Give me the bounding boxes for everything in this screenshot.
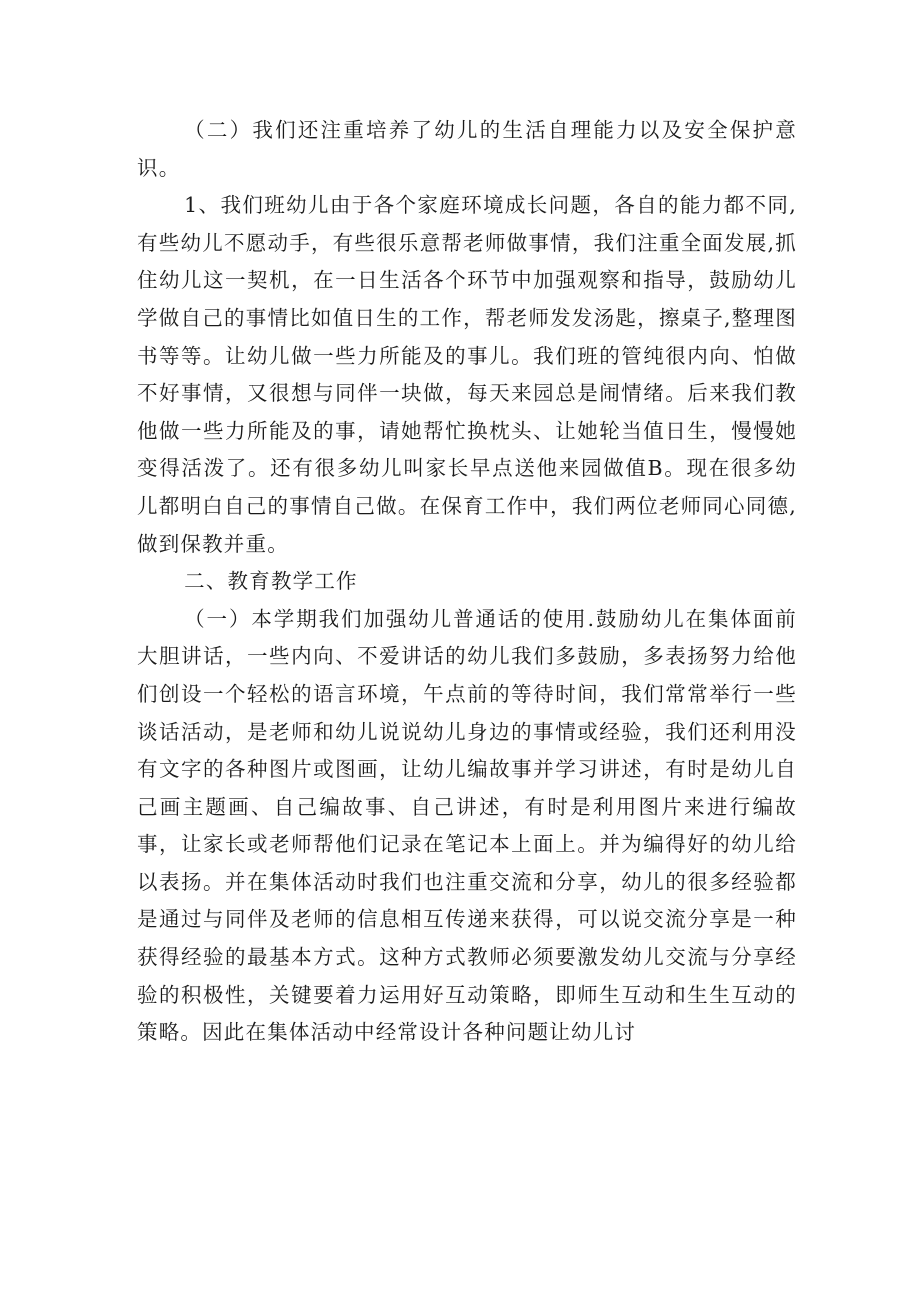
- section-subheading-self-care: （二）我们还注重培养了幼儿的生活自理能力以及安全保护意识。: [137, 118, 797, 180]
- paragraph-mandarin-usage: （一）本学期我们加强幼儿普通话的使用.鼓励幼儿在集体面前大胆讲话，一些内向、不爱讲话的幼儿我们多鼓励，多表扬努力给他们创设一个轻松的语言环境，午点前的等待时间，我们常常举行一些谈话活动，是老师和幼儿说说幼儿身边的事情或经验，我们还利用没有文字的各种图片或图画，让幼儿编故事并学习讲述，有时是幼儿自己画主题画、自己编故事、自己讲述，有时是利用图片来进行编故事，让家长或老师帮他们记录在笔记本上面上。并为编得好的幼儿给以表扬。并在集体活动时我们也注重交流和分享，幼儿的很多经验都是通过与同伴及老师的信息相互传递来获得，可以说交流分享是一种获得经验的最基本方式。这种方式教师必须要激发幼儿交流与分享经验的积极性，关键要着力运用好互动策略，即师生互动和生生互动的策略。因此在集体活动中经常设计各种问题让幼儿讨: [137, 606, 797, 1045]
- paragraph-self-care-details: 1、我们班幼儿由于各个家庭环境成长问题，各自的能力都不同,有些幼儿不愿动手，有些很乐意帮老师做事情，我们注重全面发展,抓住幼儿这一契机，在一日生活各个环节中加强观察和指导，鼓励幼儿学做自己的事情比如值日生的工作，帮老师发发汤匙，擦桌子,整理图书等等。让幼儿做一些力所能及的事儿。我们班的管纯很内向、怕做不好事情，又很想与同伴一块做，每天来园总是闹情绪。后来我们教他做一些力所能及的事，请她帮忙换枕头、让她轮当值日生，慢慢她变得活泼了。还有很多幼儿叫家长早点送他来园做值B。现在很多幼儿都明白自己的事情自己做。在保育工作中，我们两位老师同心同德,做到保教并重。: [137, 193, 797, 556]
- document-body: [137, 112, 797, 1052]
- section-heading-teaching: 二、教育教学工作: [184, 569, 358, 594]
